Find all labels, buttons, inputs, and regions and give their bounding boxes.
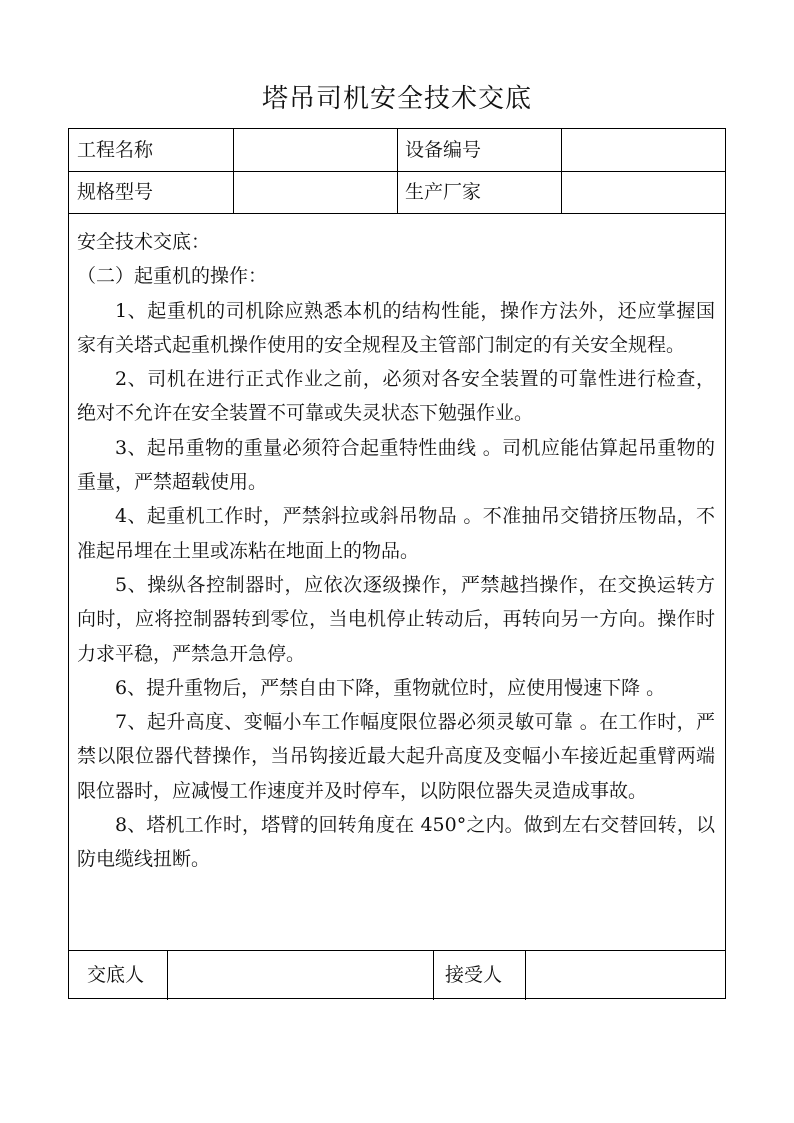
column-divider [433, 950, 434, 1000]
content-item: 2、司机在进行正式作业之前，必须对各安全装置的可靠性进行检查，绝对不允许在安全装置不可靠或失灵状态下勉强作业。 [77, 368, 715, 425]
content-item: 1、起重机的司机除应熟悉本机的结构性能，操作方法外，还应掌握国家有关塔式起重机操作使用的安全规程及主管部门制定的有关安全规程。 [77, 299, 715, 356]
content-item: 4、起重机工作时，严禁斜拉或斜吊物品 。不准抽吊交错挤压物品，不准起吊埋在土里或冻粘在地面上的物品。 [77, 505, 715, 562]
content-heading: 安全技术交底： [77, 231, 211, 253]
content-item: 5、操纵各控制器时，应依次逐级操作，严禁越挡操作，在交换运转方向时，应将控制器转到零位，当电机停止转动后，再转向另一方向。操作时力求平稳，严禁急开急停。 [77, 573, 715, 665]
discloser-label: 交底人 [87, 964, 145, 986]
column-divider [233, 129, 234, 213]
disclosure-content [77, 225, 715, 877]
column-divider [167, 950, 168, 1000]
receiver-label: 接受人 [445, 964, 503, 986]
model-label: 规格型号 [77, 181, 154, 203]
content-item: 6、提升重物后，严禁自由下降，重物就位时，应使用慢速下降 。 [115, 676, 666, 699]
row-divider [69, 213, 725, 214]
project-name-label: 工程名称 [77, 139, 154, 161]
content-item: 8、塔机工作时，塔臂的回转角度在 450°之内。做到左右交替回转，以防电缆线扭断。 [77, 814, 715, 871]
equipment-no-label: 设备编号 [405, 139, 482, 161]
column-divider [561, 129, 562, 213]
content-item: 7、起升高度、变幅小车工作幅度限位器必须灵敏可靠 。在工作时，严禁以限位器代替操作，当吊钩接近最大起升高度及变幅小车接近起重臂两端限位器时，应减慢工作速度并及时停车，以防限位器失灵造成事故。 [77, 711, 715, 802]
column-divider [525, 950, 526, 1000]
column-divider [397, 129, 398, 213]
manufacturer-label: 生产厂家 [405, 181, 482, 203]
disclosure-table [68, 128, 726, 999]
document-title: 塔吊司机安全技术交底 [261, 84, 532, 114]
section-heading: （二）起重机的操作： [77, 265, 268, 288]
content-item: 3、起吊重物的重量必须符合起重特性曲线 。司机应能估算起吊重物的重量，严禁超载使用。 [77, 436, 715, 494]
